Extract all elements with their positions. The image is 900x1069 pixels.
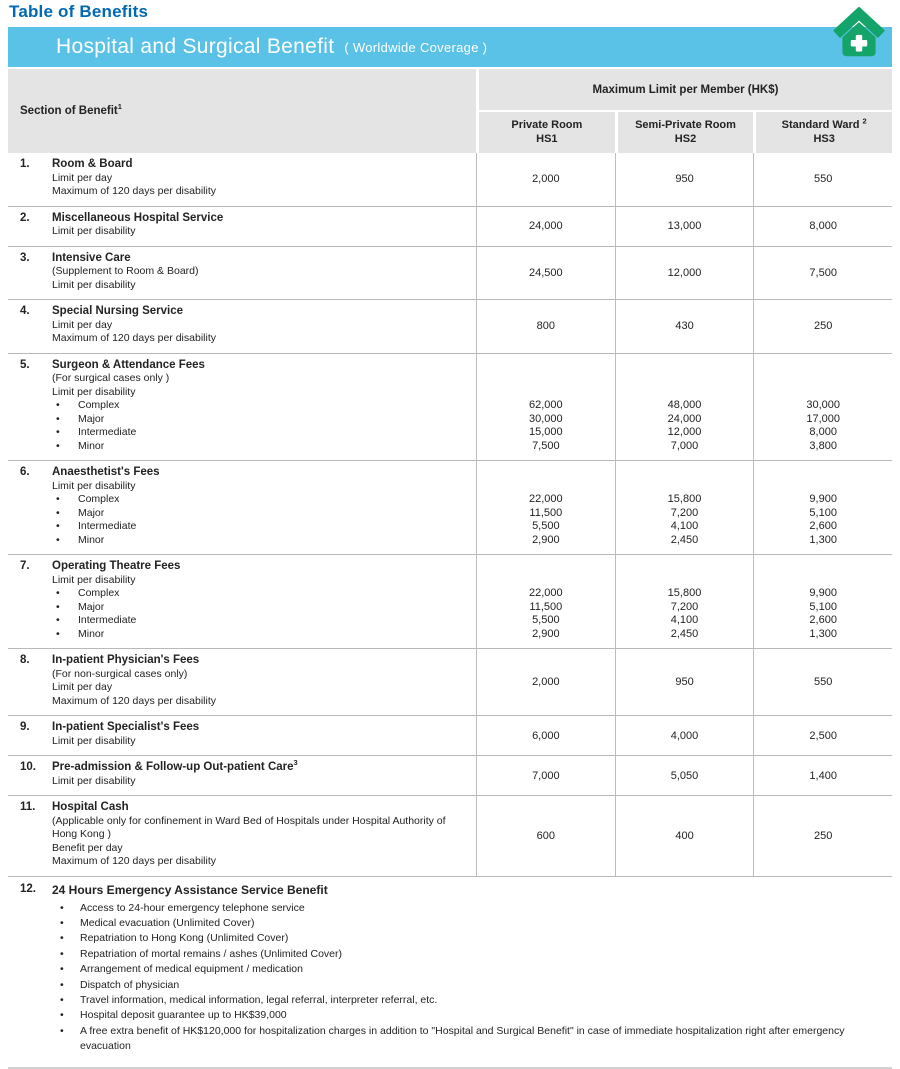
limit-value-cell bbox=[476, 555, 615, 648]
footnote-marker-2: 2 bbox=[862, 116, 867, 126]
plan-code: HS1 bbox=[536, 132, 558, 145]
bullet-icon: • bbox=[60, 963, 64, 976]
limit-value: 30,000 bbox=[529, 412, 563, 425]
benefit-detail-line: (For surgical cases only ) bbox=[52, 372, 170, 384]
plan-name: Standard Ward $^2$ bbox=[781, 116, 867, 131]
benefit-title: Room & Board bbox=[52, 158, 133, 170]
home-medical-icon bbox=[830, 5, 888, 60]
plan-code: HS2 bbox=[674, 132, 697, 145]
limit-value-cell bbox=[615, 555, 754, 648]
plan-column-headers bbox=[476, 112, 892, 153]
benefit-detail-line: Limit per disability bbox=[52, 278, 136, 291]
benefit-description-cell bbox=[8, 796, 476, 876]
limit-value-cell bbox=[753, 207, 892, 246]
limit-value-cell bbox=[476, 649, 615, 715]
benefit-bullet-item bbox=[52, 931, 882, 946]
benefit-detail-line: Limit per disability bbox=[52, 774, 136, 787]
bullet-text: Intermediate bbox=[78, 614, 137, 626]
benefit-number: 4. bbox=[20, 305, 30, 317]
bullet-text: Major bbox=[78, 506, 105, 519]
bullet-icon: • bbox=[56, 587, 60, 599]
limit-value: 2,450 bbox=[670, 627, 699, 640]
limit-value: 8,000 bbox=[809, 220, 837, 232]
section-of-benefit-header bbox=[8, 69, 476, 153]
benefit-detail-line: Limit per disability bbox=[52, 573, 136, 586]
benefit-detail-line: Maximum of 120 days per disability bbox=[52, 185, 216, 197]
limit-value: 550 bbox=[814, 173, 833, 186]
bullet-text: Major bbox=[78, 412, 105, 425]
limit-value: 5,050 bbox=[670, 769, 699, 782]
bullet-text: Minor bbox=[78, 627, 105, 640]
limit-value: 5,100 bbox=[809, 600, 837, 613]
limit-value: 11,500 bbox=[529, 506, 563, 519]
limit-value-cell bbox=[753, 461, 892, 554]
table-row bbox=[8, 153, 892, 206]
plan-column-header-hs3 bbox=[753, 112, 892, 153]
limit-value: 12,000 bbox=[667, 266, 702, 279]
limit-value-cell bbox=[615, 207, 754, 246]
limit-value: 400 bbox=[675, 829, 694, 842]
limit-value-cell bbox=[615, 649, 754, 715]
bullet-text: Arrangement of medical equipment / medication bbox=[80, 963, 303, 976]
limit-value: 62,000 bbox=[529, 399, 563, 411]
bullet-text: Access to 24-hour emergency telephone service bbox=[80, 901, 305, 914]
bullet-text: Dispatch of physician bbox=[80, 978, 180, 991]
limit-value-cell bbox=[476, 716, 615, 755]
limit-value: 3,800 bbox=[809, 439, 837, 452]
limit-value: 9,900 bbox=[809, 493, 837, 505]
bullet-text: Complex bbox=[78, 587, 120, 599]
value-spacer bbox=[616, 466, 754, 493]
limit-value: 7,500 bbox=[532, 439, 560, 452]
benefit-content bbox=[52, 466, 466, 547]
bullet-text: A free extra benefit of HK$120,000 for hospitalization charges in addition to "Hospital and Surgical Benefit" in case of immediate hospitalization right after emergency evacuation bbox=[80, 1024, 845, 1053]
banner-subtitle: ( Worldwide Coverage ) bbox=[344, 39, 488, 55]
limit-value-cell bbox=[753, 716, 892, 755]
limit-value-cell bbox=[615, 153, 754, 206]
limit-value-cell bbox=[476, 247, 615, 300]
benefit-title: Surgeon & Attendance Fees bbox=[52, 358, 205, 371]
bullet-text: Hospital deposit guarantee up to HK$39,000 bbox=[80, 1009, 287, 1022]
limit-value: 2,600 bbox=[809, 614, 837, 626]
bullet-icon: • bbox=[60, 1009, 64, 1022]
benefit-number: 9. bbox=[20, 721, 30, 733]
benefit-detail-line: (Supplement to Room & Board) bbox=[52, 265, 199, 277]
benefit-content bbox=[52, 758, 466, 788]
benefit-number: 11. bbox=[20, 801, 36, 813]
plan-name: Private Room bbox=[511, 119, 583, 131]
benefit-number: 2. bbox=[20, 211, 30, 224]
banner-title: Hospital and Surgical Benefit bbox=[56, 35, 335, 58]
limit-value: 15,000 bbox=[529, 426, 563, 438]
benefit-description-cell bbox=[8, 716, 476, 755]
benefit-title: In-patient Specialist's Fees bbox=[52, 721, 200, 733]
limit-value: 7,200 bbox=[670, 506, 699, 519]
limit-value: 24,500 bbox=[529, 266, 563, 279]
limit-value: 250 bbox=[814, 320, 833, 333]
limit-value: 15,800 bbox=[667, 587, 702, 599]
bullet-text: Minor bbox=[78, 439, 105, 452]
limit-value: 2,500 bbox=[809, 729, 837, 742]
benefit-number: 12. bbox=[20, 882, 36, 895]
limit-value: 4,100 bbox=[670, 520, 699, 532]
bullet-icon: • bbox=[60, 932, 64, 945]
benefit-content bbox=[52, 801, 466, 869]
benefit-description-cell bbox=[8, 877, 892, 1063]
benefit-title: Miscellaneous Hospital Service bbox=[52, 211, 224, 224]
plan-column-header-hs1 bbox=[476, 112, 615, 153]
table-row bbox=[8, 648, 892, 715]
bullet-icon: • bbox=[56, 439, 60, 452]
benefit-detail-line: Limit per disability bbox=[52, 734, 136, 747]
value-spacer bbox=[754, 466, 892, 493]
table-header bbox=[8, 69, 892, 153]
table-row bbox=[8, 715, 892, 755]
benefit-description-cell bbox=[8, 461, 476, 554]
bullet-text: Complex bbox=[78, 493, 120, 505]
limit-value: 2,900 bbox=[532, 627, 560, 640]
limit-value: 950 bbox=[675, 676, 694, 688]
limit-value: 30,000 bbox=[806, 399, 840, 411]
benefit-title: Special Nursing Service bbox=[52, 305, 184, 317]
bullet-text: Intermediate bbox=[78, 426, 137, 438]
value-spacer bbox=[616, 560, 754, 587]
benefit-bullet-item bbox=[52, 534, 466, 548]
benefit-bullet-item bbox=[52, 978, 882, 993]
limit-value-cell bbox=[753, 555, 892, 648]
limit-value: 2,600 bbox=[809, 520, 837, 532]
benefit-bullet-item bbox=[52, 1024, 882, 1055]
limit-value: 250 bbox=[814, 829, 833, 842]
table-row bbox=[8, 299, 892, 353]
table-row bbox=[8, 460, 892, 554]
benefit-number: 7. bbox=[20, 560, 30, 572]
limit-value: 9,900 bbox=[809, 587, 837, 599]
benefit-bullet-item bbox=[52, 493, 466, 507]
maximum-limit-header: Maximum Limit per Member (HK$) bbox=[476, 69, 892, 110]
limit-value-cell bbox=[615, 354, 754, 461]
limit-value-cell bbox=[615, 300, 754, 353]
bullet-icon: • bbox=[60, 901, 64, 914]
table-row bbox=[8, 246, 892, 300]
limit-value: 15,800 bbox=[667, 493, 702, 505]
bullet-icon: • bbox=[60, 1024, 64, 1037]
bullet-icon: • bbox=[60, 993, 64, 1006]
benefit-detail-line: Limit per day bbox=[52, 681, 113, 693]
limit-value-cell bbox=[476, 354, 615, 461]
plan-code: HS3 bbox=[813, 132, 835, 145]
benefit-content bbox=[52, 359, 466, 454]
limit-value-cell bbox=[753, 649, 892, 715]
benefit-content bbox=[52, 305, 466, 346]
bullet-icon: • bbox=[56, 506, 60, 519]
limit-value: 22,000 bbox=[529, 493, 563, 505]
value-spacer bbox=[477, 560, 615, 587]
bullet-text: Intermediate bbox=[78, 520, 137, 532]
bullet-text: Travel information, medical information, legal referral, interpreter referral, etc. bbox=[80, 993, 438, 1006]
page-title: Table of Benefits bbox=[9, 2, 149, 21]
limit-value-cell bbox=[476, 207, 615, 246]
benefit-bullet-item bbox=[52, 426, 466, 440]
limit-value-cell bbox=[476, 461, 615, 554]
bullet-text: Repatriation to Hong Kong (Unlimited Cover) bbox=[80, 932, 289, 945]
benefit-detail-line: Maximum of 120 days per disability bbox=[52, 855, 216, 867]
plan-column-header-hs2 bbox=[615, 112, 754, 153]
benefit-detail-line: Limit per disability bbox=[52, 385, 136, 398]
footnote-marker-1: 1 bbox=[117, 102, 122, 112]
table-row bbox=[8, 795, 892, 876]
benefit-content bbox=[52, 212, 466, 239]
bottom-rule bbox=[8, 1067, 892, 1069]
benefit-detail-line: Limit per disability bbox=[52, 225, 136, 237]
bullet-icon: • bbox=[56, 627, 60, 640]
benefit-description-cell bbox=[8, 756, 476, 795]
bullet-icon: • bbox=[60, 916, 64, 929]
benefit-bullet-item bbox=[52, 614, 466, 628]
limit-value: 4,000 bbox=[670, 729, 699, 742]
benefit-title: In-patient Physician's Fees bbox=[52, 654, 200, 666]
bullet-icon: • bbox=[56, 412, 60, 425]
value-spacer bbox=[754, 560, 892, 587]
limit-value: 1,300 bbox=[809, 627, 837, 640]
bullet-text: Medical evacuation (Unlimited Cover) bbox=[80, 916, 255, 929]
limit-value: 5,100 bbox=[809, 506, 837, 519]
table-row bbox=[8, 206, 892, 246]
benefit-detail-line: Limit per day bbox=[52, 171, 113, 184]
value-spacer bbox=[616, 359, 754, 400]
limit-value: 13,000 bbox=[667, 220, 702, 232]
benefit-number: 5. bbox=[20, 358, 30, 371]
limit-value: 5,500 bbox=[532, 614, 560, 626]
limit-header-group bbox=[476, 69, 892, 153]
benefit-description-cell bbox=[8, 649, 476, 715]
limit-value: 2,900 bbox=[532, 533, 560, 546]
limit-value-cell bbox=[615, 247, 754, 300]
benefit-content bbox=[52, 721, 466, 748]
benefit-number: 3. bbox=[20, 251, 30, 264]
limit-value: 2,000 bbox=[532, 173, 560, 186]
limit-value-cell bbox=[753, 247, 892, 300]
limit-value: 11,500 bbox=[529, 600, 563, 613]
benefit-bullet-item bbox=[52, 901, 882, 916]
limit-value-cell bbox=[753, 796, 892, 876]
limit-value: 800 bbox=[536, 320, 556, 333]
benefit-description-cell bbox=[8, 300, 476, 353]
limit-value-cell bbox=[615, 756, 754, 795]
limit-value: 1,400 bbox=[809, 769, 837, 782]
limit-value: 4,100 bbox=[670, 614, 699, 626]
limit-value-cell bbox=[476, 796, 615, 876]
limit-value-cell bbox=[753, 300, 892, 353]
benefit-title: 24 Hours Emergency Assistance Service Benefit bbox=[52, 882, 328, 897]
benefit-bullet-item bbox=[52, 520, 466, 534]
table-row bbox=[8, 876, 892, 1063]
limit-value: 5,500 bbox=[532, 520, 560, 532]
benefit-bullet-item bbox=[52, 962, 882, 977]
benefit-description-cell bbox=[8, 247, 476, 300]
limit-value: 430 bbox=[675, 320, 694, 333]
benefit-detail-line: Limit per day bbox=[52, 318, 113, 331]
benefit-content bbox=[52, 158, 466, 199]
section-banner bbox=[8, 27, 892, 67]
limit-value-cell bbox=[615, 796, 754, 876]
bullet-icon: • bbox=[56, 399, 60, 411]
bullet-icon: • bbox=[56, 600, 60, 613]
value-spacer bbox=[477, 466, 615, 493]
benefit-content bbox=[52, 883, 882, 1055]
limit-value: 7,500 bbox=[809, 266, 837, 279]
limit-value: 22,000 bbox=[529, 587, 563, 599]
benefit-bullet-item bbox=[52, 947, 882, 962]
benefit-detail-line: Maximum of 120 days per disability bbox=[52, 332, 216, 344]
benefit-number: 6. bbox=[20, 466, 30, 478]
bullet-icon: • bbox=[56, 426, 60, 438]
bullet-text: Major bbox=[78, 600, 105, 613]
limit-value: 950 bbox=[675, 173, 694, 186]
plan-name: Semi-Private Room bbox=[635, 119, 736, 131]
limit-value-cell bbox=[476, 756, 615, 795]
limit-value-cell bbox=[476, 153, 615, 206]
benefit-bullet-item bbox=[52, 601, 466, 615]
benefit-detail-line: (Applicable only for confinement in Ward Bed of Hospitals under Hospital Authority of Hong Kong ) bbox=[52, 814, 446, 840]
limit-value: 7,200 bbox=[670, 600, 699, 613]
limit-value: 17,000 bbox=[806, 412, 840, 425]
bullet-icon: • bbox=[56, 533, 60, 546]
bullet-icon: • bbox=[60, 947, 64, 960]
limit-value: 6,000 bbox=[532, 729, 560, 742]
limit-value-cell bbox=[615, 716, 754, 755]
limit-value: 7,000 bbox=[670, 439, 699, 452]
benefit-table-body bbox=[8, 153, 892, 1063]
limit-value: 7,000 bbox=[532, 769, 560, 782]
bullet-icon: • bbox=[60, 978, 64, 991]
benefit-content bbox=[52, 654, 466, 708]
benefit-detail-line: Maximum of 120 days per disability bbox=[52, 694, 216, 707]
benefit-title: Intensive Care bbox=[52, 251, 131, 264]
bullet-icon: • bbox=[56, 614, 60, 626]
bullet-text: Minor bbox=[78, 533, 105, 546]
limit-value: 2,000 bbox=[532, 676, 560, 688]
limit-value: 8,000 bbox=[809, 426, 837, 438]
limit-value-cell bbox=[476, 300, 615, 353]
benefit-title: Pre-admission & Follow-up Out-patient Care$^3$ bbox=[52, 758, 298, 773]
limit-value: 48,000 bbox=[667, 399, 702, 411]
benefit-bullet-item bbox=[52, 440, 466, 454]
value-spacer bbox=[477, 359, 615, 400]
benefit-bullet-item bbox=[52, 507, 466, 521]
benefit-bullet-item bbox=[52, 399, 466, 413]
benefit-bullet-item bbox=[52, 413, 466, 427]
limit-value: 1,300 bbox=[809, 533, 837, 546]
benefit-number: 8. bbox=[20, 654, 30, 666]
limit-value: 2,450 bbox=[670, 533, 699, 546]
limit-value-cell bbox=[753, 354, 892, 461]
benefit-bullet-item bbox=[52, 628, 466, 642]
limit-value-cell bbox=[753, 153, 892, 206]
benefit-bullet-item bbox=[52, 1008, 882, 1023]
limit-value: 24,000 bbox=[667, 412, 702, 425]
table-row bbox=[8, 755, 892, 795]
limit-value: 550 bbox=[814, 676, 833, 688]
benefit-detail-line: Limit per disability bbox=[52, 479, 136, 492]
footnote-marker-3: 3 bbox=[293, 758, 298, 768]
bullet-icon: • bbox=[56, 520, 60, 532]
benefit-description-cell bbox=[8, 354, 476, 461]
benefit-bullet-item bbox=[52, 916, 882, 931]
table-row bbox=[8, 353, 892, 461]
bullet-text: Complex bbox=[78, 399, 120, 411]
benefit-description-cell bbox=[8, 153, 476, 206]
benefit-description-cell bbox=[8, 207, 476, 246]
benefit-number: 10. bbox=[20, 761, 36, 773]
limit-value: 24,000 bbox=[529, 220, 563, 232]
benefit-description-cell bbox=[8, 555, 476, 648]
benefit-content bbox=[52, 252, 466, 293]
benefit-content bbox=[52, 560, 466, 641]
benefit-title: Operating Theatre Fees bbox=[52, 560, 181, 572]
benefit-detail-line: (For non-surgical cases only) bbox=[52, 667, 188, 680]
benefit-title: Hospital Cash bbox=[52, 801, 129, 813]
limit-value-cell bbox=[753, 756, 892, 795]
bullet-text: Repatriation of mortal remains / ashes (Unlimited Cover) bbox=[80, 947, 343, 960]
bullet-icon: • bbox=[56, 493, 60, 505]
benefit-bullet-item bbox=[52, 993, 882, 1008]
value-spacer bbox=[754, 359, 892, 400]
limit-value: 600 bbox=[536, 829, 556, 842]
benefit-bullet-item bbox=[52, 587, 466, 601]
benefit-title: Anaesthetist's Fees bbox=[52, 466, 160, 478]
table-row bbox=[8, 554, 892, 648]
section-header-label: Section of Benefit bbox=[20, 105, 118, 117]
limit-value-cell bbox=[615, 461, 754, 554]
limit-value: 12,000 bbox=[667, 426, 702, 438]
benefit-number: 1. bbox=[20, 158, 30, 170]
benefit-detail-line: Benefit per day bbox=[52, 841, 123, 854]
